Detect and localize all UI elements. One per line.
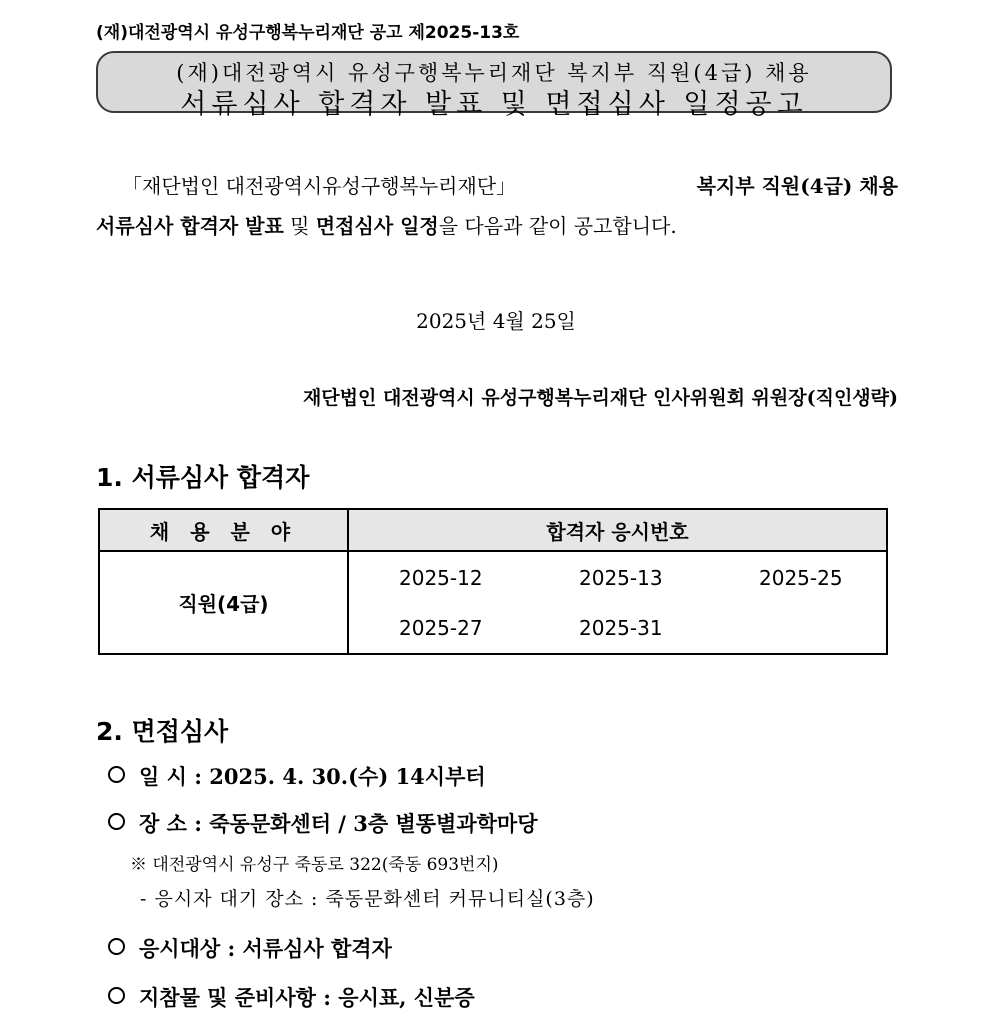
circle-bullet-icon	[108, 987, 125, 1004]
time-value: 2025. 4. 30.(수) 14시부터	[209, 764, 486, 789]
results-table	[98, 508, 888, 655]
numbers-cell	[348, 551, 887, 654]
waiting-note: - 응시자 대기 장소 : 죽동문화센터 커뮤니티실(3층)	[140, 888, 595, 910]
applicant-number: 2025-12	[399, 566, 483, 590]
column-header-field: 채 용 분 야	[99, 509, 348, 551]
intro-position: 복지부 직원(4급) 채용	[696, 174, 898, 198]
intro-interview-schedule: 면접심사 일정	[315, 214, 439, 238]
circle-bullet-icon	[108, 766, 125, 783]
intro-doc-result: 서류심사 합격자 발표	[96, 214, 284, 238]
notice-date: 2025년 4월 25일	[416, 309, 576, 333]
applicant-number: 2025-25	[759, 566, 843, 590]
title-box	[96, 51, 892, 120]
interview-place	[108, 808, 537, 838]
time-label: 일 시 :	[139, 764, 202, 789]
table-header-row	[99, 509, 887, 551]
section1-title: 1. 서류심사 합격자	[96, 463, 310, 492]
target-value: 서류심사 합격자	[242, 936, 392, 961]
target-label: 응시대상 :	[139, 936, 236, 961]
title-line2: 서류심사 합격자 발표 및 면접심사 일정공고	[180, 89, 808, 120]
place-value: 죽동문화센터 / 3층 별똥별과학마당	[209, 811, 538, 836]
intro-announce: 을 다음과 같이 공고합니다.	[438, 214, 677, 238]
interview-items	[108, 982, 475, 1012]
circle-bullet-icon	[108, 938, 125, 955]
intro-foundation-name: 「재단법인 대전광역시유성구행복누리재단」	[122, 174, 517, 198]
intro-line1	[122, 170, 898, 199]
section2-title: 2. 면접심사	[96, 717, 229, 746]
interview-time	[108, 761, 486, 791]
interview-target	[108, 933, 392, 963]
items-label: 지참물 및 준비사항 :	[139, 985, 331, 1010]
field-cell: 직원(4급)	[99, 551, 348, 654]
title-line1: (재)대전광역시 유성구행복누리재단 복지부 직원(4급) 채용	[176, 61, 812, 85]
applicant-number: 2025-31	[579, 616, 663, 640]
column-header-numbers: 합격자 응시번호	[348, 509, 887, 551]
issuer: 재단법인 대전광역시 유성구행복누리재단 인사위원회 위원장(직인생략)	[302, 387, 898, 409]
applicant-number: 2025-13	[579, 566, 663, 590]
circle-bullet-icon	[108, 813, 125, 830]
intro-line2	[96, 210, 677, 239]
items-value: 응시표, 신분증	[338, 985, 475, 1010]
table-row	[99, 551, 887, 654]
place-label: 장 소 :	[139, 811, 202, 836]
intro-and: 및	[283, 214, 316, 238]
notice-number: (재)대전광역시 유성구행복누리재단 공고 제2025-13호	[96, 23, 520, 43]
address-note: ※ 대전광역시 유성구 죽동로 322(죽동 693번지)	[130, 855, 499, 875]
applicant-number: 2025-27	[399, 616, 483, 640]
